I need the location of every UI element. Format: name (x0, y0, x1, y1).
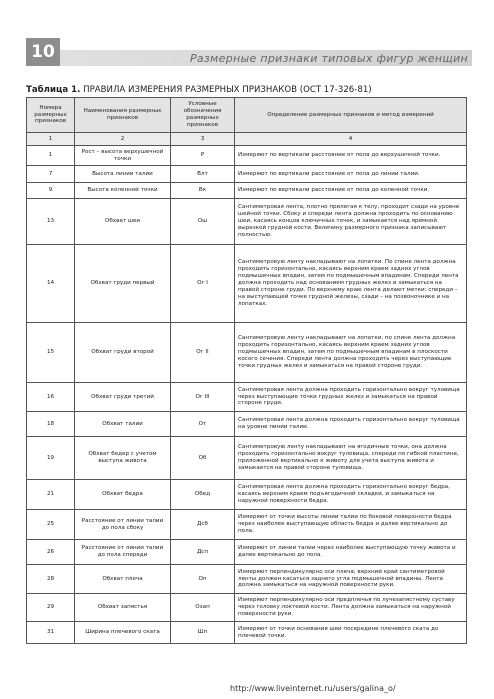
row-description: Сантиметровая лента, плотно прилегая к телу, проходит сзади на уровне шейной точки. Сбоку и спереди лента должна проходить по основанию шеи, касаясь концов ключичных точек, и замыкается над яремной вырезкой грудной кости. Величину размерного признака записывают полностью. (235, 199, 467, 245)
header-bar (60, 50, 472, 66)
row-number: 16 (27, 383, 75, 412)
table-header-row (27, 98, 467, 133)
row-description: Сантиметровую ленту накладывают на лопатки, по спине лента должна проходить горизонтально, касаясь верхним краем задних углов подмышечных впадин, затем по подмышечным впадинам в плоскости косого сечения. Спереди лента должна проходить через выступающие точки грудных желез и замыкаться на правой стороне груди. (235, 323, 467, 383)
running-title: Размерные признаки типовых фигур женщин (189, 52, 468, 65)
table-row (27, 183, 467, 199)
measurements-table (26, 97, 467, 644)
table-row (27, 166, 467, 183)
row-description: Измеряют перпендикулярно оси предплечья по лучезапястному суставу через головку локтевой кости. Лента должна замыкаться на наружной поверхности руки. (235, 594, 467, 622)
table-row (27, 622, 467, 644)
row-symbol: Влт (171, 166, 235, 183)
row-symbol: Ог I (171, 245, 235, 323)
row-name: Расстояние от линии талии до пола сбоку (75, 510, 171, 540)
row-name: Обхват бедра (75, 480, 171, 510)
row-name: Обхват груди третий (75, 383, 171, 412)
row-description: Сантиметровую ленту накладывают на лопатки. По спине лента должна проходить горизонтально, касаясь верхним краем задних углов подмышечных впадин, затем по подмышечным впадинам. Спереди лента должна проходить над основанием грудных желез и замыкаться на правой стороне груди. По верхнему краю лента делают метки: спереди – на выступающей точке грудной железы, сзади – на позвоночнике и на лопатках. (235, 245, 467, 323)
table-row (27, 383, 467, 412)
row-number: 18 (27, 412, 75, 437)
table-row (27, 245, 467, 323)
row-number: 26 (27, 540, 75, 565)
row-number: 13 (27, 199, 75, 245)
column-number: 1 (27, 133, 75, 146)
row-description: Измеряют перпендикулярно оси плеча; верхний край сантиметровой ленты должен касаться заднего угла подмышечной впадины. Лента должна замыкаться на наружной поверхности руки. (235, 565, 467, 594)
table-row (27, 412, 467, 437)
table-caption (26, 85, 372, 95)
header-symbol: Условные обозначения размерных признаков (171, 98, 235, 133)
row-number: 9 (27, 183, 75, 199)
row-number: 1 (27, 146, 75, 166)
row-number: 28 (27, 565, 75, 594)
table-row (27, 437, 467, 480)
row-description: Измеряют от линии талии через наиболее выступающую точку живота и далее вертикально до пола. (235, 540, 467, 565)
table-row (27, 565, 467, 594)
row-number: 7 (27, 166, 75, 183)
row-symbol: Шп (171, 622, 235, 644)
row-description: Сантиметровая лента должна проходить горизонтально вокруг туловища на уровне линии талии. (235, 412, 467, 437)
column-numbers-row (27, 133, 467, 146)
row-name: Высота линии талии (75, 166, 171, 183)
row-number: 31 (27, 622, 75, 644)
page-number: 10 (26, 38, 60, 66)
table-row (27, 480, 467, 510)
table-row (27, 146, 467, 166)
row-description: Сантиметровая лента должна проходить горизонтально вокруг туловища через выступающие точки грудных желез и замыкаться на правой стороне груди. (235, 383, 467, 412)
header-number: Номера размерных признаков (27, 98, 75, 133)
table-row (27, 540, 467, 565)
row-description: Измеряют по вертикали расстояние от пола до коленной точки. (235, 183, 467, 199)
row-symbol: Вк (171, 183, 235, 199)
row-symbol: Оп (171, 565, 235, 594)
table-row (27, 594, 467, 622)
row-number: 29 (27, 594, 75, 622)
header-description: Определение размерных признаков и метод измерений (235, 98, 467, 133)
row-name: Обхват талии (75, 412, 171, 437)
row-number: 19 (27, 437, 75, 480)
row-description: Измеряют по вертикали расстояние от пола до линии талии. (235, 166, 467, 183)
row-description: Измеряют от точки высоты линии талии по боковой поверхности бедра через наиболее выступающую область бедра и далее вертикально до пола. (235, 510, 467, 540)
row-symbol: Об (171, 437, 235, 480)
table-caption-text: ПРАВИЛА ИЗМЕРЕНИЯ РАЗМЕРНЫХ ПРИЗНАКОВ (ОСТ 17-326-81) (83, 85, 372, 95)
row-description: Измеряют от точки основания шеи посередине плечевого ската до плечевой точки. (235, 622, 467, 644)
row-symbol: Обед (171, 480, 235, 510)
row-name: Высота коленной точки (75, 183, 171, 199)
row-name: Обхват плеча (75, 565, 171, 594)
table-row (27, 323, 467, 383)
page-header (26, 38, 472, 66)
row-number: 21 (27, 480, 75, 510)
row-number: 15 (27, 323, 75, 383)
row-name: Рост – высота верхушечной точки (75, 146, 171, 166)
row-symbol: Р (171, 146, 235, 166)
column-number: 3 (171, 133, 235, 146)
row-name: Ширина плечевого ската (75, 622, 171, 644)
row-description: Измеряют по вертикали расстояние от пола до верхушечной точки. (235, 146, 467, 166)
row-description: Сантиметровая лента должна проходить горизонтально вокруг бедра, касаясь верхним краем подъягодичной складки, и замыкаться на наружной поверхности бедра. (235, 480, 467, 510)
row-symbol: Озап (171, 594, 235, 622)
row-symbol: Ог III (171, 383, 235, 412)
table-row (27, 510, 467, 540)
row-name: Обхват груди первый (75, 245, 171, 323)
row-name: Обхват груди второй (75, 323, 171, 383)
row-name: Расстояние от линии талии до пола спереди (75, 540, 171, 565)
table-caption-label: Таблица 1. (26, 85, 81, 95)
row-name: Обхват запястья (75, 594, 171, 622)
source-url: http://www.liveinternet.ru/users/galina_o/ (230, 684, 396, 693)
row-symbol: Ог II (171, 323, 235, 383)
row-symbol: Дсп (171, 540, 235, 565)
row-number: 25 (27, 510, 75, 540)
column-number: 2 (75, 133, 171, 146)
header-name: Наименования размерных признаков (75, 98, 171, 133)
row-number: 14 (27, 245, 75, 323)
row-name: Обхват шеи (75, 199, 171, 245)
row-description: Сантиметровую ленту накладывают на ягодичные точки, она должна проходить горизонтально вокруг туловища, спереди по гибкой пластине, приложенной вертикально к животу для учета выступа живота и замыкается на правой стороне туловища. (235, 437, 467, 480)
row-symbol: От (171, 412, 235, 437)
row-name: Обхват бедер с учетом выступа живота (75, 437, 171, 480)
table-row (27, 199, 467, 245)
column-number: 4 (235, 133, 467, 146)
row-symbol: Ош (171, 199, 235, 245)
row-symbol: Дсб (171, 510, 235, 540)
